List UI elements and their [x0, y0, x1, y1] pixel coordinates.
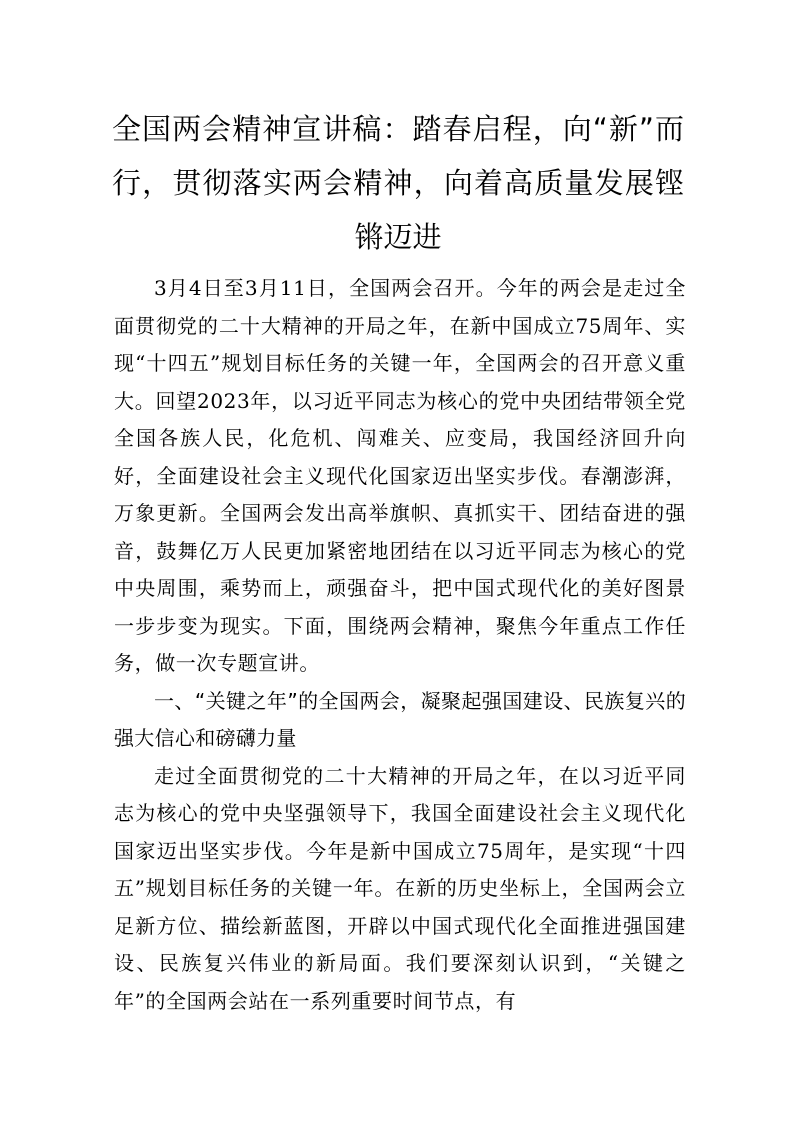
- section-1-heading: 一、“关键之年”的全国两会，凝聚起强国建设、民族复兴的强大信心和磅礴力量: [114, 688, 686, 750]
- section-1-paragraph: 走过全面贯彻党的二十大精神的开局之年，在以习近平同志为核心的党中央坚强领导下，我国全面建设社会主义现代化国家迈出坚实步伐。今年是新中国成立75周年，是实现“十四五”规划目标任务的关键一年。在新的历史坐标上，全国两会立足新方位、描绘新蓝图，开辟以中国式现代化全面推进强国建设、民族复兴伟业的新局面。我们要深刻认识到，“关键之年”的全国两会站在一系列重要时间节点，有: [114, 763, 686, 1013]
- document-title: 全国两会精神宣讲稿：踏春启程，向“新”而行，贯彻落实两会精神，向着高质量发展铿锵迈进: [112, 112, 684, 254]
- intro-paragraph: 3月4日至3月11日，全国两会召开。今年的两会是走过全面贯彻党的二十大精神的开局之年，在新中国成立75周年、实现“十四五”规划目标任务的关键一年，全国两会的召开意义重大。回望2023年，以习近平同志为核心的党中央团结带领全党全国各族人民，化危机、闯难关、应变局，我国经济回升向好，全面建设社会主义现代化国家迈出坚实步伐。春潮澎湃，万象更新。全国两会发出高举旗帜、真抓实干、团结奋进的强音，鼓舞亿万人民更加紧密地团结在以习近平同志为核心的党中央周围，乘势而上，顽强奋斗，把中国式现代化的美好图景一步步变为现实。下面，围绕两会精神，聚焦今年重点工作任务，做一次专题宣讲。: [114, 276, 686, 675]
- document-body: [114, 270, 686, 1020]
